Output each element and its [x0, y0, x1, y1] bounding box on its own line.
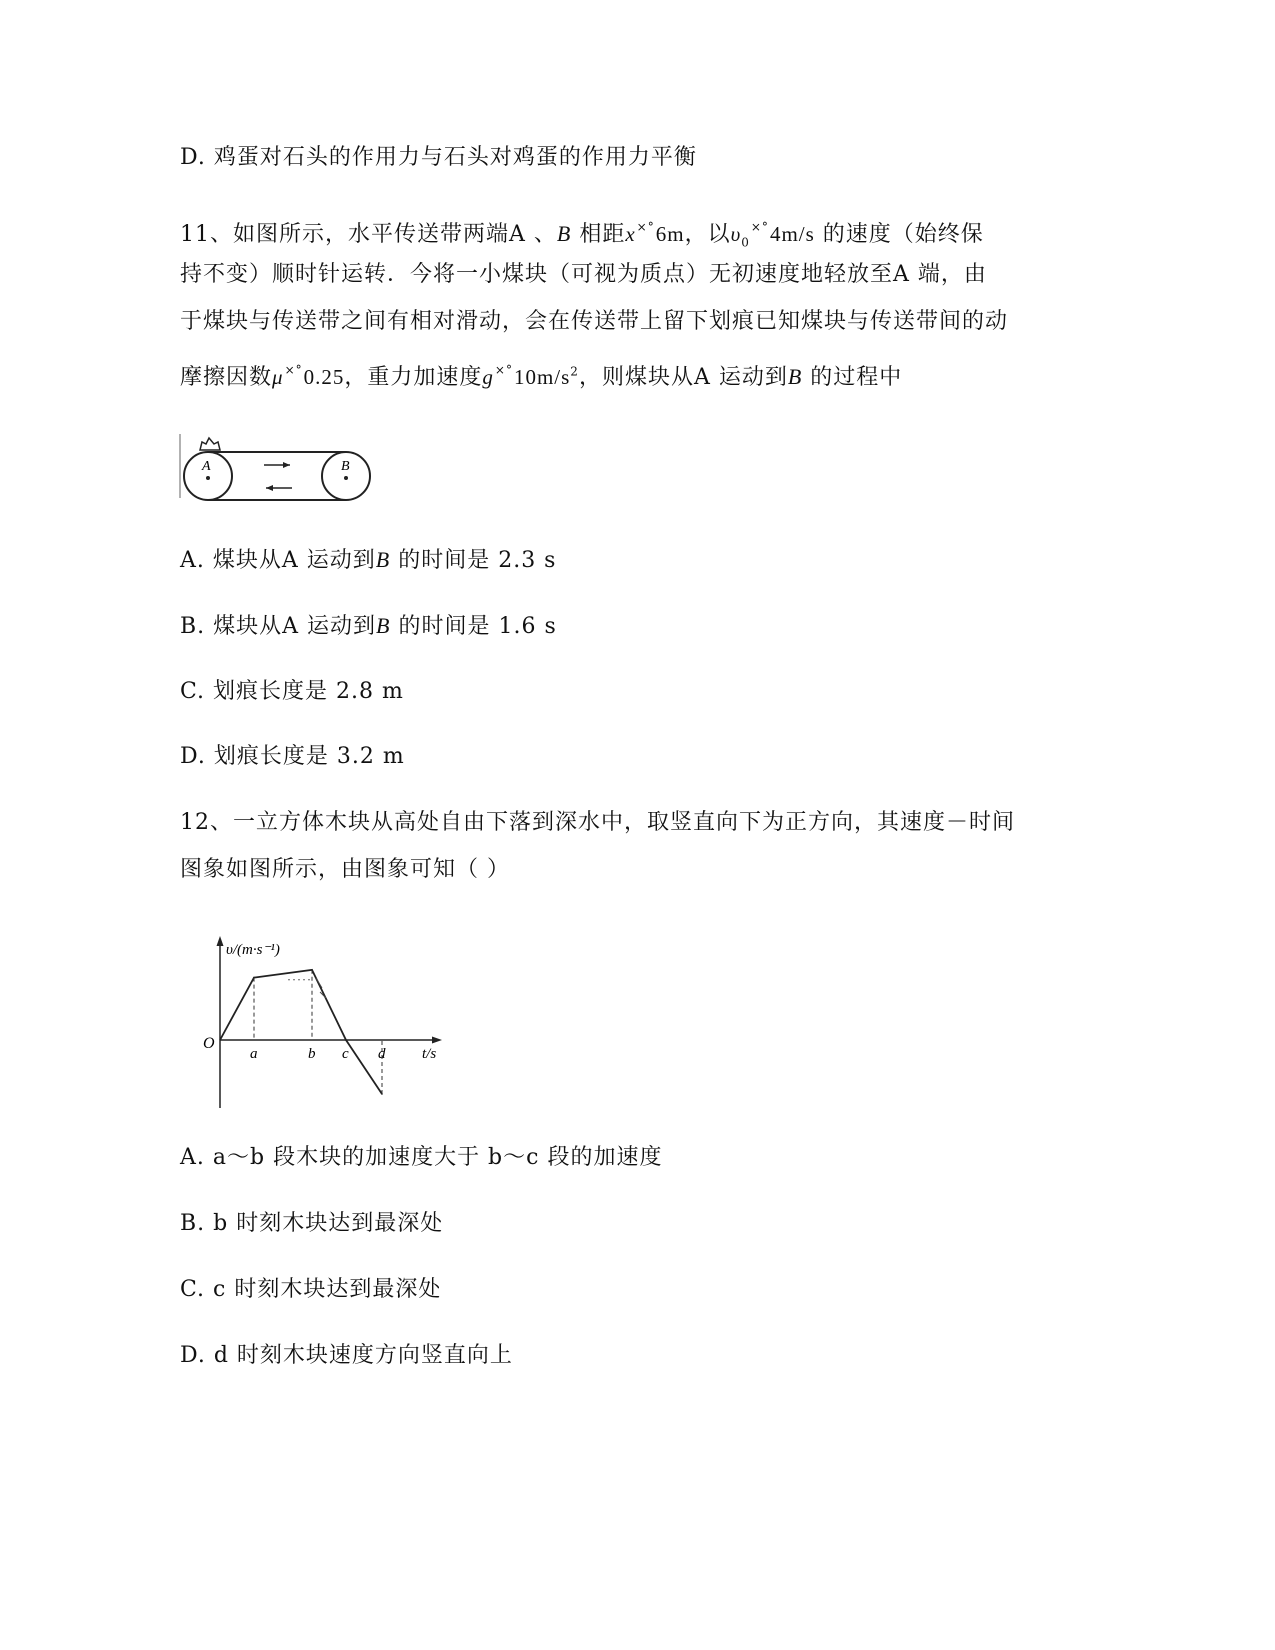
data-point-a: [253, 977, 255, 979]
q11-line4: [180, 355, 902, 393]
var-g: g: [482, 365, 494, 389]
g-superscript: 2: [570, 364, 579, 379]
tick-label-d: d: [378, 1046, 386, 1062]
tick-label-a: a: [250, 1046, 258, 1062]
q12-line2: 图象如图所示，由图象可知（ ）: [180, 857, 510, 882]
var-B: B: [556, 221, 572, 246]
x-axis-arrow-icon: [432, 1037, 442, 1044]
q11-option-b: [180, 611, 557, 642]
q11-text-f: ，重力加速度: [344, 365, 483, 390]
var-v: υ: [730, 222, 742, 246]
equals-mark: ×°: [636, 220, 655, 234]
equals-mark: ×°: [284, 363, 303, 377]
q12-line1: 12、一立方体木块从高处自由下落到深水中，取竖直向下为正方向，其速度－时间: [180, 810, 1015, 835]
var-B: B: [376, 613, 391, 638]
q11-text-g: ，则煤块从A 运动到: [578, 365, 788, 390]
mu-value: 0.25: [303, 365, 345, 389]
y-axis-arrow-icon: [217, 936, 224, 946]
q11-option-d: D. 划痕长度是 3.2 m: [180, 744, 405, 769]
data-point-c: [345, 1039, 347, 1041]
equals-mark: ×°: [494, 363, 513, 377]
g-value: 10m/s: [513, 365, 571, 389]
q11-text-b: 相距: [571, 222, 626, 247]
y-axis-label: υ/(m·s⁻¹): [226, 942, 280, 958]
q12-option-a: A. a～b 段木块的加速度大于 b～c 段的加速度: [180, 1145, 663, 1170]
q11-line1: [180, 212, 984, 257]
v-subscript: 0: [741, 235, 750, 250]
var-mu: μ: [272, 365, 284, 389]
series-line: [220, 970, 382, 1094]
v-value: 4m/s: [769, 222, 815, 246]
pulley-b-center: [344, 476, 348, 480]
q12-option-c: C. c 时刻木块达到最深处: [180, 1277, 442, 1302]
q11-line3: 于煤块与传送带之间有相对滑动，会在传送带上留下划痕已知煤块与传送带间的动: [180, 309, 1009, 334]
x-axis-label: t/s: [422, 1046, 437, 1062]
tick-label-b: b: [308, 1046, 316, 1062]
option-a-text-post: 的时间是 2.3 s: [390, 548, 557, 573]
x-axis: [220, 1037, 442, 1044]
q11-text-d: 的速度（始终保: [814, 222, 984, 247]
var-B: B: [787, 364, 803, 389]
q11-text-a: 11、如图所示，水平传送带两端A 、: [180, 222, 557, 247]
origin-label: O: [203, 1035, 215, 1052]
q11-line2: 持不变）顺时针运转．今将一小煤块（可视为质点）无初速度地轻放至A 端，由: [180, 262, 987, 287]
q11-option-a: [180, 545, 556, 576]
label-b: B: [341, 459, 350, 474]
q12-option-b: B. b 时刻木块达到最深处: [180, 1211, 444, 1236]
q11-option-c: C. 划痕长度是 2.8 m: [180, 679, 404, 704]
data-point-d: [381, 1093, 383, 1095]
tick-label-c: c: [342, 1046, 349, 1062]
equals-mark: ×°: [750, 220, 769, 234]
var-B: B: [375, 547, 391, 572]
arrow-left-icon: [266, 485, 292, 491]
option-a-text-pre: A. 煤块从A 运动到: [180, 548, 376, 573]
arrow-right-icon: [264, 462, 290, 468]
prev-option-d: D. 鸡蛋对石头的作用力与石头对鸡蛋的作用力平衡: [180, 145, 697, 170]
conveyor-belt-figure: [178, 432, 378, 504]
y-axis: [217, 936, 224, 1108]
var-x: x: [625, 222, 636, 246]
q11-text-h: 的过程中: [802, 365, 903, 390]
x-value: 6m: [655, 222, 685, 246]
pulley-a-center: [206, 476, 210, 480]
label-a: A: [202, 459, 211, 474]
q11-text-c: ，以: [684, 222, 731, 247]
option-b-text-pre: B. 煤块从A 运动到: [180, 614, 377, 639]
velocity-time-chart: [198, 932, 458, 1112]
coal-block: [200, 438, 220, 450]
data-point-b: [311, 969, 313, 971]
q11-text-e: 摩擦因数: [180, 365, 273, 390]
option-b-text-post: 的时间是 1.6 s: [390, 614, 557, 639]
q12-option-d: D. d 时刻木块速度方向竖直向上: [180, 1343, 513, 1368]
